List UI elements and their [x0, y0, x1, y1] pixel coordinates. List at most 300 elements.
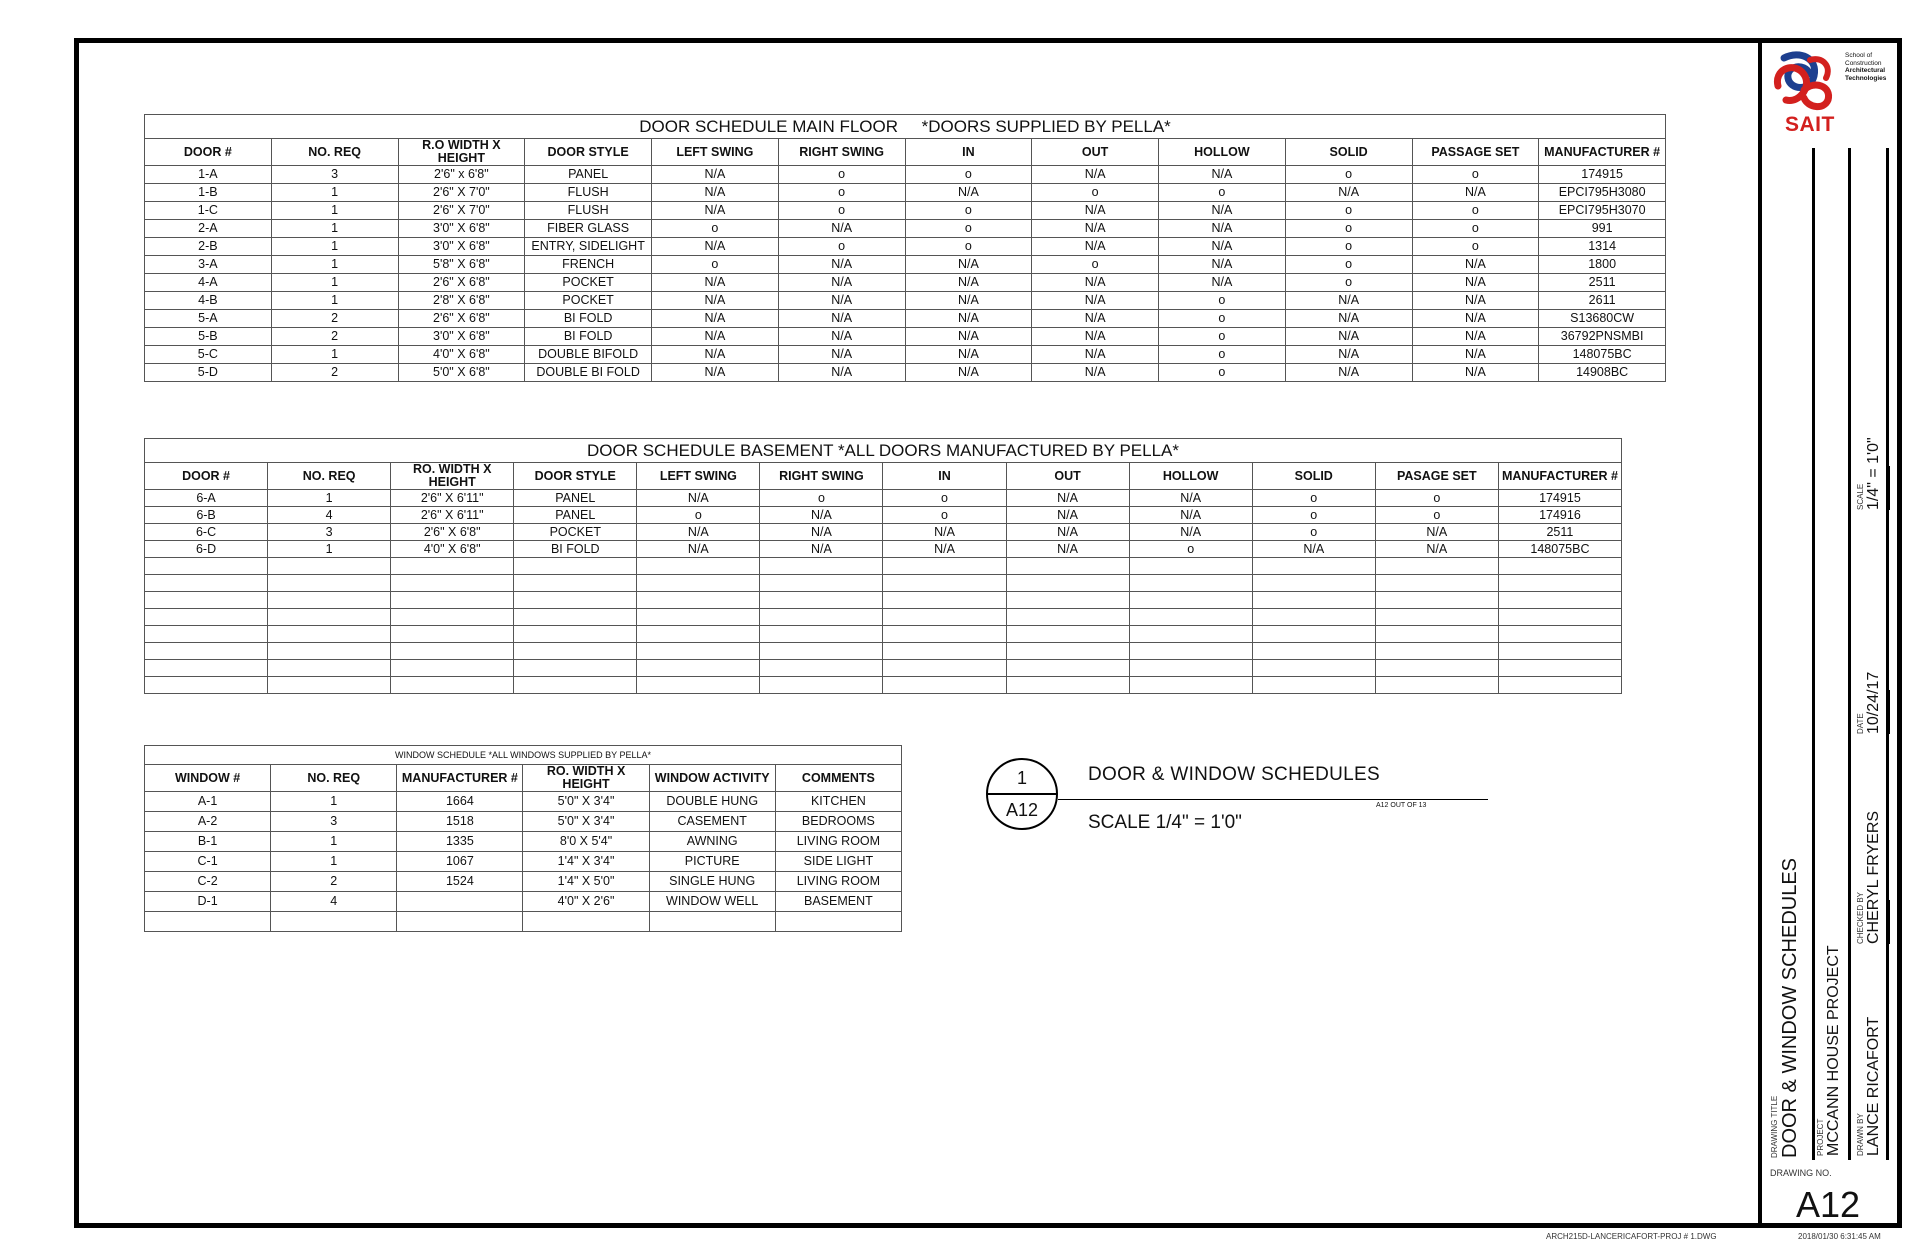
- empty-cell: [760, 660, 883, 677]
- table-row: [145, 872, 902, 892]
- drawing-title-label: DRAWING TITLE: [1770, 1095, 1779, 1158]
- table-row: [145, 310, 1666, 328]
- empty-cell: [760, 575, 883, 592]
- empty-cell: [268, 626, 391, 643]
- table-row: [145, 238, 1666, 256]
- empty-cell: [268, 575, 391, 592]
- table-row: [145, 220, 1666, 238]
- table-cell: FIBER GLASS: [525, 220, 652, 238]
- table-cell: o: [1375, 490, 1498, 507]
- empty-cell: [1498, 575, 1621, 592]
- table-cell: N/A: [1412, 328, 1539, 346]
- column-header: MANUFACTURER #: [1498, 463, 1621, 490]
- empty-cell: [268, 643, 391, 660]
- table-row: [145, 490, 1622, 507]
- table-cell: EPCI795H3080: [1539, 184, 1666, 202]
- empty-cell: [637, 575, 760, 592]
- empty-cell: [514, 575, 637, 592]
- table-row: [145, 256, 1666, 274]
- table-cell: 1: [268, 541, 391, 558]
- table-cell: N/A: [1285, 184, 1412, 202]
- empty-table-row: [145, 660, 1622, 677]
- title-block-bar: [1812, 148, 1815, 1160]
- table-cell: N/A: [652, 166, 779, 184]
- table-cell: FRENCH: [525, 256, 652, 274]
- empty-table-row: [145, 575, 1622, 592]
- table-cell: DOUBLE BIFOLD: [525, 346, 652, 364]
- table-cell: 2'6" X 7'0": [398, 202, 525, 220]
- empty-cell: [1129, 575, 1252, 592]
- table-cell: 2: [271, 310, 398, 328]
- table-cell: C-2: [145, 872, 271, 892]
- table-cell: 2'6" X 6'8": [398, 310, 525, 328]
- table-cell: 2'6" X 6'11": [391, 490, 514, 507]
- sait-logo-icon: [1770, 50, 1836, 112]
- column-header: PASSAGE SET: [1412, 139, 1539, 166]
- empty-cell: [523, 912, 649, 932]
- table-cell: N/A: [1252, 541, 1375, 558]
- table-cell: 174916: [1498, 507, 1621, 524]
- table-cell: 3-A: [145, 256, 272, 274]
- empty-cell: [268, 677, 391, 694]
- empty-cell: [1252, 643, 1375, 660]
- empty-cell: [1375, 592, 1498, 609]
- table-cell: o: [1412, 166, 1539, 184]
- table-cell: 6-A: [145, 490, 268, 507]
- table-cell: 174915: [1498, 490, 1621, 507]
- empty-table-row: [145, 609, 1622, 626]
- table-row: [145, 328, 1666, 346]
- table-cell: N/A: [652, 274, 779, 292]
- title-block-bar: [1886, 148, 1889, 1160]
- table-cell: N/A: [778, 292, 905, 310]
- table-cell: 2511: [1539, 274, 1666, 292]
- table-cell: POCKET: [525, 274, 652, 292]
- table-cell: N/A: [905, 256, 1032, 274]
- table-cell: 1: [271, 202, 398, 220]
- table-cell: o: [1375, 507, 1498, 524]
- table-cell: o: [778, 166, 905, 184]
- table-cell: 6-C: [145, 524, 268, 541]
- table-cell: N/A: [905, 274, 1032, 292]
- table-cell: N/A: [1285, 310, 1412, 328]
- table-cell: o: [905, 166, 1032, 184]
- detail-sheet-note: A12 OUT OF 13: [1376, 802, 1427, 809]
- empty-cell: [268, 592, 391, 609]
- table-title: DOOR SCHEDULE MAIN FLOOR *DOORS SUPPLIED BY PELLA*: [144, 114, 1666, 138]
- table-cell: 1: [271, 792, 397, 812]
- table-cell: DOUBLE HUNG: [649, 792, 775, 812]
- empty-cell: [397, 912, 523, 932]
- empty-cell: [145, 643, 268, 660]
- empty-cell: [1129, 626, 1252, 643]
- table-cell: 3'0" X 6'8": [398, 328, 525, 346]
- column-header: WINDOW #: [145, 765, 271, 792]
- table-cell: o: [1159, 346, 1286, 364]
- table-cell: N/A: [1159, 202, 1286, 220]
- table-cell: 1067: [397, 852, 523, 872]
- table-cell: PICTURE: [649, 852, 775, 872]
- column-header: NO. REQ: [268, 463, 391, 490]
- column-header: RO. WIDTH X HEIGHT: [391, 463, 514, 490]
- drawing-no: A12: [1796, 1184, 1861, 1225]
- table-cell: N/A: [1375, 524, 1498, 541]
- table-cell: 3: [271, 166, 398, 184]
- table-cell: N/A: [1006, 541, 1129, 558]
- empty-cell: [1252, 558, 1375, 575]
- empty-cell: [514, 609, 637, 626]
- table-row: [145, 202, 1666, 220]
- table-cell: 1335: [397, 832, 523, 852]
- empty-table-row: [145, 912, 902, 932]
- table-cell: D-1: [145, 892, 271, 912]
- table-cell: 2: [271, 364, 398, 382]
- table-cell: N/A: [778, 256, 905, 274]
- empty-table-row: [145, 592, 1622, 609]
- empty-table-row: [145, 626, 1622, 643]
- empty-cell: [1498, 660, 1621, 677]
- table-cell: 1: [271, 238, 398, 256]
- table-cell: BEDROOMS: [775, 812, 901, 832]
- empty-table-row: [145, 677, 1622, 694]
- table-cell: N/A: [652, 202, 779, 220]
- table-cell: o: [1412, 202, 1539, 220]
- empty-cell: [760, 626, 883, 643]
- table-cell: N/A: [905, 328, 1032, 346]
- table-title: WINDOW SCHEDULE *ALL WINDOWS SUPPLIED BY PELLA*: [144, 745, 902, 764]
- column-header: RIGHT SWING: [778, 139, 905, 166]
- column-header: HOLLOW: [1129, 463, 1252, 490]
- column-header: IN: [883, 463, 1006, 490]
- project-label: PROJECT: [1816, 1118, 1825, 1156]
- table-cell: 4'0" X 6'8": [391, 541, 514, 558]
- table-cell: N/A: [1285, 292, 1412, 310]
- table-cell: N/A: [1032, 364, 1159, 382]
- table-row: [145, 832, 902, 852]
- table-cell: N/A: [637, 524, 760, 541]
- table-cell: N/A: [778, 364, 905, 382]
- table-cell: o: [1285, 202, 1412, 220]
- table-row: [145, 852, 902, 872]
- empty-cell: [391, 575, 514, 592]
- table-cell: 5-C: [145, 346, 272, 364]
- table-cell: N/A: [1159, 274, 1286, 292]
- column-header: NO. REQ: [271, 139, 398, 166]
- empty-cell: [1498, 677, 1621, 694]
- table-cell: N/A: [652, 292, 779, 310]
- empty-cell: [637, 626, 760, 643]
- table-row: [145, 274, 1666, 292]
- table-cell: LIVING ROOM: [775, 832, 901, 852]
- table-cell: N/A: [1412, 364, 1539, 382]
- table-cell: o: [1252, 490, 1375, 507]
- table-cell: 5-A: [145, 310, 272, 328]
- empty-cell: [1006, 558, 1129, 575]
- table-cell: N/A: [1032, 220, 1159, 238]
- detail-title-line: [1058, 799, 1488, 800]
- empty-cell: [391, 592, 514, 609]
- column-header: HOLLOW: [1159, 139, 1286, 166]
- column-header: MANUFACTURER #: [1539, 139, 1666, 166]
- table-cell: N/A: [637, 490, 760, 507]
- table-cell: N/A: [1032, 292, 1159, 310]
- column-header: RIGHT SWING: [760, 463, 883, 490]
- table-cell: 8'0 X 5'4": [523, 832, 649, 852]
- table-cell: N/A: [1159, 256, 1286, 274]
- empty-cell: [1498, 592, 1621, 609]
- empty-cell: [1498, 643, 1621, 660]
- table-cell: o: [1285, 274, 1412, 292]
- table-header-row: [145, 139, 1666, 166]
- table-cell: N/A: [652, 238, 779, 256]
- table-cell: N/A: [637, 541, 760, 558]
- table-cell: N/A: [1412, 256, 1539, 274]
- scale: 1/4" = 1'0": [1865, 437, 1882, 510]
- empty-cell: [1375, 626, 1498, 643]
- empty-cell: [637, 609, 760, 626]
- table-cell: 1524: [397, 872, 523, 892]
- table-cell: N/A: [905, 292, 1032, 310]
- table-cell: o: [778, 238, 905, 256]
- table-cell: 2'6" x 6'8": [398, 166, 525, 184]
- school-line: Technologies: [1845, 74, 1887, 82]
- empty-cell: [637, 558, 760, 575]
- table-cell: N/A: [1159, 220, 1286, 238]
- project-name: MCCANN HOUSE PROJECT: [1825, 945, 1842, 1156]
- column-header: OUT: [1006, 463, 1129, 490]
- title-block-bar: [1888, 690, 1890, 734]
- empty-cell: [514, 558, 637, 575]
- table-cell: ENTRY, SIDELIGHT: [525, 238, 652, 256]
- empty-cell: [145, 575, 268, 592]
- empty-cell: [1252, 592, 1375, 609]
- table-row: [145, 166, 1666, 184]
- table-cell: N/A: [1032, 328, 1159, 346]
- table-cell: KITCHEN: [775, 792, 901, 812]
- empty-cell: [883, 660, 1006, 677]
- empty-cell: [1252, 575, 1375, 592]
- table-cell: N/A: [760, 507, 883, 524]
- table-cell: 148075BC: [1498, 541, 1621, 558]
- column-header: LEFT SWING: [652, 139, 779, 166]
- table-cell: POCKET: [525, 292, 652, 310]
- table-cell: 1314: [1539, 238, 1666, 256]
- empty-cell: [268, 660, 391, 677]
- empty-cell: [1006, 660, 1129, 677]
- table-row: [145, 792, 902, 812]
- table-cell: A-2: [145, 812, 271, 832]
- empty-cell: [145, 660, 268, 677]
- table-cell: 2: [271, 872, 397, 892]
- checked-by: CHERYL FRYERS: [1865, 810, 1882, 944]
- table-cell: EPCI795H3070: [1539, 202, 1666, 220]
- table-cell: AWNING: [649, 832, 775, 852]
- table-cell: 5'8" X 6'8": [398, 256, 525, 274]
- table-cell: o: [883, 490, 1006, 507]
- table-header-row: [145, 463, 1622, 490]
- table-cell: N/A: [883, 541, 1006, 558]
- table-cell: 1-A: [145, 166, 272, 184]
- empty-cell: [1129, 660, 1252, 677]
- table-cell: 2'6" X 6'11": [391, 507, 514, 524]
- checked-by-label: CHECKED BY: [1856, 891, 1865, 944]
- table-cell: N/A: [1129, 490, 1252, 507]
- table-cell: o: [1252, 507, 1375, 524]
- table-cell: 3: [271, 812, 397, 832]
- table-cell: N/A: [1032, 346, 1159, 364]
- table-cell: o: [778, 202, 905, 220]
- table-row: [145, 892, 902, 912]
- table-cell: 5'0" X 6'8": [398, 364, 525, 382]
- empty-cell: [1375, 660, 1498, 677]
- table-cell: N/A: [1129, 507, 1252, 524]
- table-cell: N/A: [1159, 238, 1286, 256]
- table-cell: N/A: [1412, 310, 1539, 328]
- table-cell: 1: [271, 184, 398, 202]
- detail-number: 1: [1016, 768, 1027, 788]
- table-cell: o: [905, 202, 1032, 220]
- table-cell: 4: [271, 892, 397, 912]
- column-header: RO. WIDTH X HEIGHT: [523, 765, 649, 792]
- table-cell: 2511: [1498, 524, 1621, 541]
- table-cell: N/A: [905, 346, 1032, 364]
- empty-cell: [391, 609, 514, 626]
- column-header: MANUFACTURER #: [397, 765, 523, 792]
- empty-cell: [883, 643, 1006, 660]
- table-cell: o: [760, 490, 883, 507]
- table-cell: N/A: [778, 310, 905, 328]
- empty-cell: [637, 677, 760, 694]
- table-cell: 2'6" X 7'0": [398, 184, 525, 202]
- table-cell: 4: [268, 507, 391, 524]
- empty-cell: [145, 558, 268, 575]
- table-cell: N/A: [883, 524, 1006, 541]
- table-cell: 4-B: [145, 292, 272, 310]
- table-cell: BI FOLD: [525, 310, 652, 328]
- date-label: DATE: [1856, 713, 1865, 734]
- empty-cell: [883, 609, 1006, 626]
- empty-cell: [883, 677, 1006, 694]
- table-cell: 2-A: [145, 220, 272, 238]
- table-cell: o: [1285, 256, 1412, 274]
- empty-cell: [1006, 643, 1129, 660]
- detail-divider: [988, 793, 1056, 795]
- empty-cell: [145, 609, 268, 626]
- empty-cell: [391, 626, 514, 643]
- table-cell: 1'4" X 3'4": [523, 852, 649, 872]
- scale-block: [1856, 437, 1883, 510]
- title-block-bar: [1888, 900, 1890, 944]
- table-cell: 1'4" X 5'0": [523, 872, 649, 892]
- table-cell: N/A: [1375, 541, 1498, 558]
- door-schedule-basement: [144, 438, 1622, 694]
- table-row: [145, 507, 1622, 524]
- table-cell: N/A: [1032, 166, 1159, 184]
- table-cell: N/A: [652, 364, 779, 382]
- table-cell: N/A: [1412, 346, 1539, 364]
- table-cell: 4-A: [145, 274, 272, 292]
- empty-cell: [145, 912, 271, 932]
- table-cell: BASEMENT: [775, 892, 901, 912]
- empty-cell: [760, 677, 883, 694]
- table-row: [145, 184, 1666, 202]
- table-cell: o: [1412, 220, 1539, 238]
- table-cell: 36792PNSMBI: [1539, 328, 1666, 346]
- empty-table-row: [145, 643, 1622, 660]
- empty-cell: [883, 592, 1006, 609]
- empty-cell: [1252, 677, 1375, 694]
- table-cell: 2: [271, 328, 398, 346]
- footer-file-name: ARCH215D-LANCERICAFORT-PROJ # 1.DWG: [1546, 1232, 1717, 1241]
- table-row: [145, 812, 902, 832]
- table-cell: C-1: [145, 852, 271, 872]
- table-cell: N/A: [1006, 490, 1129, 507]
- empty-cell: [1129, 643, 1252, 660]
- empty-cell: [268, 558, 391, 575]
- drawing-title: DOOR & WINDOW SCHEDULES: [1779, 857, 1801, 1158]
- empty-cell: [649, 912, 775, 932]
- school-name: [1845, 52, 1886, 82]
- table-cell: 1: [271, 292, 398, 310]
- empty-cell: [1129, 677, 1252, 694]
- school-line: Construction: [1845, 59, 1882, 67]
- table-cell: 3'0" X 6'8": [398, 238, 525, 256]
- table-cell: N/A: [778, 328, 905, 346]
- column-header: COMMENTS: [775, 765, 901, 792]
- empty-cell: [1375, 643, 1498, 660]
- table-cell: o: [1159, 310, 1286, 328]
- drawn-by-block: [1856, 1017, 1883, 1156]
- table-cell: S13680CW: [1539, 310, 1666, 328]
- empty-cell: [514, 592, 637, 609]
- table-cell: N/A: [1285, 346, 1412, 364]
- table-cell: BI FOLD: [514, 541, 637, 558]
- empty-cell: [145, 592, 268, 609]
- column-header: PASAGE SET: [1375, 463, 1498, 490]
- table-cell: o: [1412, 238, 1539, 256]
- empty-cell: [1006, 592, 1129, 609]
- detail-scale: SCALE 1/4" = 1'0": [1088, 812, 1242, 833]
- empty-cell: [1252, 609, 1375, 626]
- table-cell: 1: [271, 274, 398, 292]
- table-cell: N/A: [1032, 310, 1159, 328]
- table-cell: DOUBLE BI FOLD: [525, 364, 652, 382]
- table-cell: 14908BC: [1539, 364, 1666, 382]
- empty-cell: [514, 677, 637, 694]
- table-cell: [397, 892, 523, 912]
- table-cell: N/A: [1285, 328, 1412, 346]
- column-header: DOOR STYLE: [514, 463, 637, 490]
- table-cell: FLUSH: [525, 202, 652, 220]
- table-cell: 1: [271, 832, 397, 852]
- empty-cell: [1498, 609, 1621, 626]
- column-header: SOLID: [1285, 139, 1412, 166]
- table-cell: 5-B: [145, 328, 272, 346]
- date-block: [1856, 672, 1883, 734]
- empty-cell: [637, 592, 760, 609]
- table-cell: A-1: [145, 792, 271, 812]
- table-cell: o: [1159, 364, 1286, 382]
- table-cell: LIVING ROOM: [775, 872, 901, 892]
- table-cell: o: [652, 256, 779, 274]
- table-cell: PANEL: [514, 507, 637, 524]
- empty-cell: [391, 677, 514, 694]
- table-cell: 2-B: [145, 238, 272, 256]
- title-block-bar: [1888, 466, 1890, 510]
- empty-cell: [1006, 575, 1129, 592]
- table-row: [145, 541, 1622, 558]
- table-cell: BI FOLD: [525, 328, 652, 346]
